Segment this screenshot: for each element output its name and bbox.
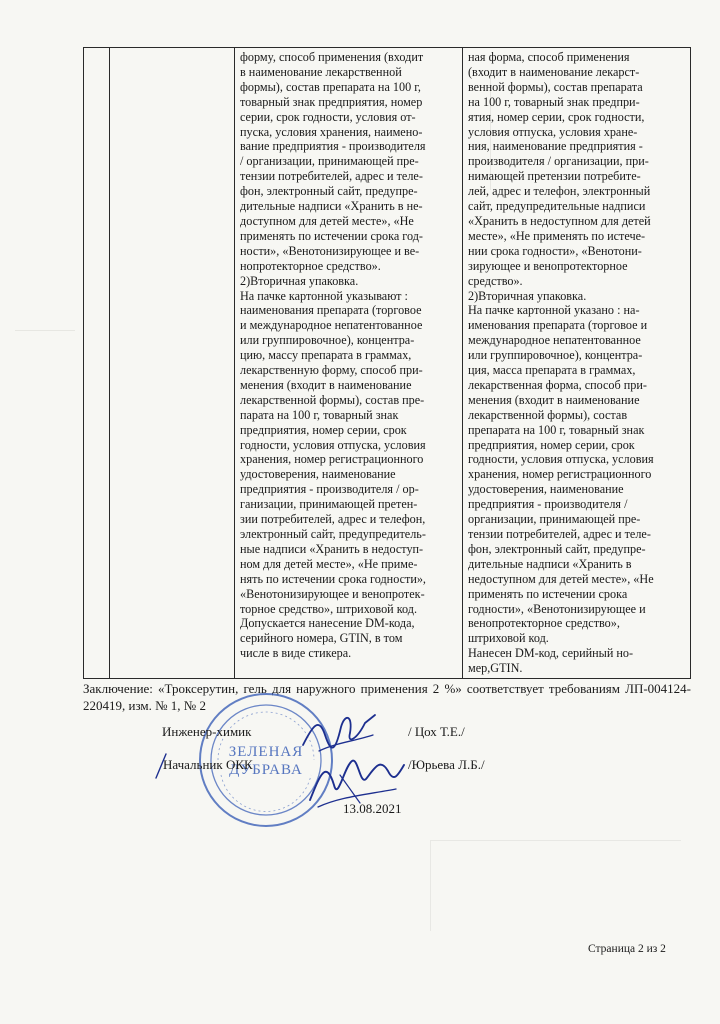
bleed-through-text — [15, 330, 75, 411]
results-cell — [463, 48, 691, 679]
svg-text:ЗЕЛЕНАЯ: ЗЕЛЕНАЯ — [228, 744, 304, 760]
signatory-name-1: / Цох Т.Е./ — [408, 724, 465, 739]
number-cell — [84, 48, 110, 679]
specification-table — [83, 47, 691, 679]
svg-text:ДУБРАВА: ДУБРАВА — [229, 762, 303, 778]
bleed-through-text — [430, 840, 681, 931]
signatory-role-2: Начальник ОКК — [163, 757, 253, 772]
page-number: Страница 2 из 2 — [588, 943, 666, 955]
document-date: 13.08.2021 — [343, 801, 402, 816]
signatory-name-2: /Юрьева Л.Б./ — [408, 757, 485, 772]
signatory-role-1: Инженер-химик — [162, 724, 252, 739]
results-text: ная форма, способ применения (входит в наименование лекарст- венной формы), состав препарата на 100 г, товарный знак предпри- ятия, номер серии, срок годности, условия отпуска, условия хране- ния, наименование предприятия - производителя / организации, при- нимающей претензии потребите- лей, адрес и телефон, электронный сайт, предупредительные надписи «Хранить в недоступном для детей месте», «Не применять по истече- нии срока годности», «Венотони- зирующее и венопротекторное средство». 2)Вторичная упаковка. На пачке картонной указано : на- именования препарата (торговое и международное непатентованное или группировочное), концентра- ция, масса препарата в граммах, лекарственная форма, способ при- менения (входит в наименование лекарственной формы), состав препарата на 100 г, товарный знак предприятия, номер серии, срок годности, условия отпуска, условия хранения, номер регистрационного удостоверения, наименование предприятия - производителя / организации, принимающей пре- тензии потребителей, адрес и теле- фон, электронный сайт, предупре- дительные надписи «Хранить в недоступном для детей месте», «Не применять по истечении срока годности», «Венотонизирующее и венопротекторное средство», штриховой код. Нанесен DM-код, серийный но- мер,GTIN. — [468, 50, 654, 676]
requirements-cell — [235, 48, 463, 679]
table-row — [84, 48, 691, 679]
conclusion-text: Заключение: «Троксерутин, гель для наружного применения 2 %» соответствует требованиям ЛП-004124-220419, изм. № 1, № 2 — [83, 681, 691, 713]
handwritten-mark — [150, 752, 170, 782]
requirements-text: формy, способ применения (входит в наименование лекарственной формы), состав препарата на 100 г, товарный знак предприятия, номер серии, срок годности, условия от- пуска, условия хранения, наимено- вание предприятия - производителя / организации, принимающей пре- тензии потребителей, адрес и теле- фон, электронный сайт, предупре- дительные надписи «Хранить в не- доступном для детей месте», «Не применять по истечении срока год- ности», «Венотонизирующее и ве- нопротекторное средство». 2)Вторичная упаковка. На пачке картонной указывают : наименования препарата (торговое и международное непатентованное или группировочное), концентра- цию, массу препарата в граммах, лекарственную форму, способ при- менения (входит в наименование лекарственной формы), состав пре- парата на 100 г, товарный знак предприятия, номер серии, срок годности, условия отпуска, условия хранения, номер регистрационного удостоверения, наименование предприятия - производителя / ор- ганизации, принимающей претен- зии потребителей, адрес и телефон, электронный сайт, предупредитель- ные надписи «Хранить в недоступ- ном для детей месте», «Не приме- нять по истечении срока годности», «Венотонизирующее и венопротек- торное средство», штриховой код. Допускается нанесение DM-кода, серийного номера, GTIN, в том числе в виде стикера. — [240, 50, 426, 661]
indicator-cell — [110, 48, 235, 679]
